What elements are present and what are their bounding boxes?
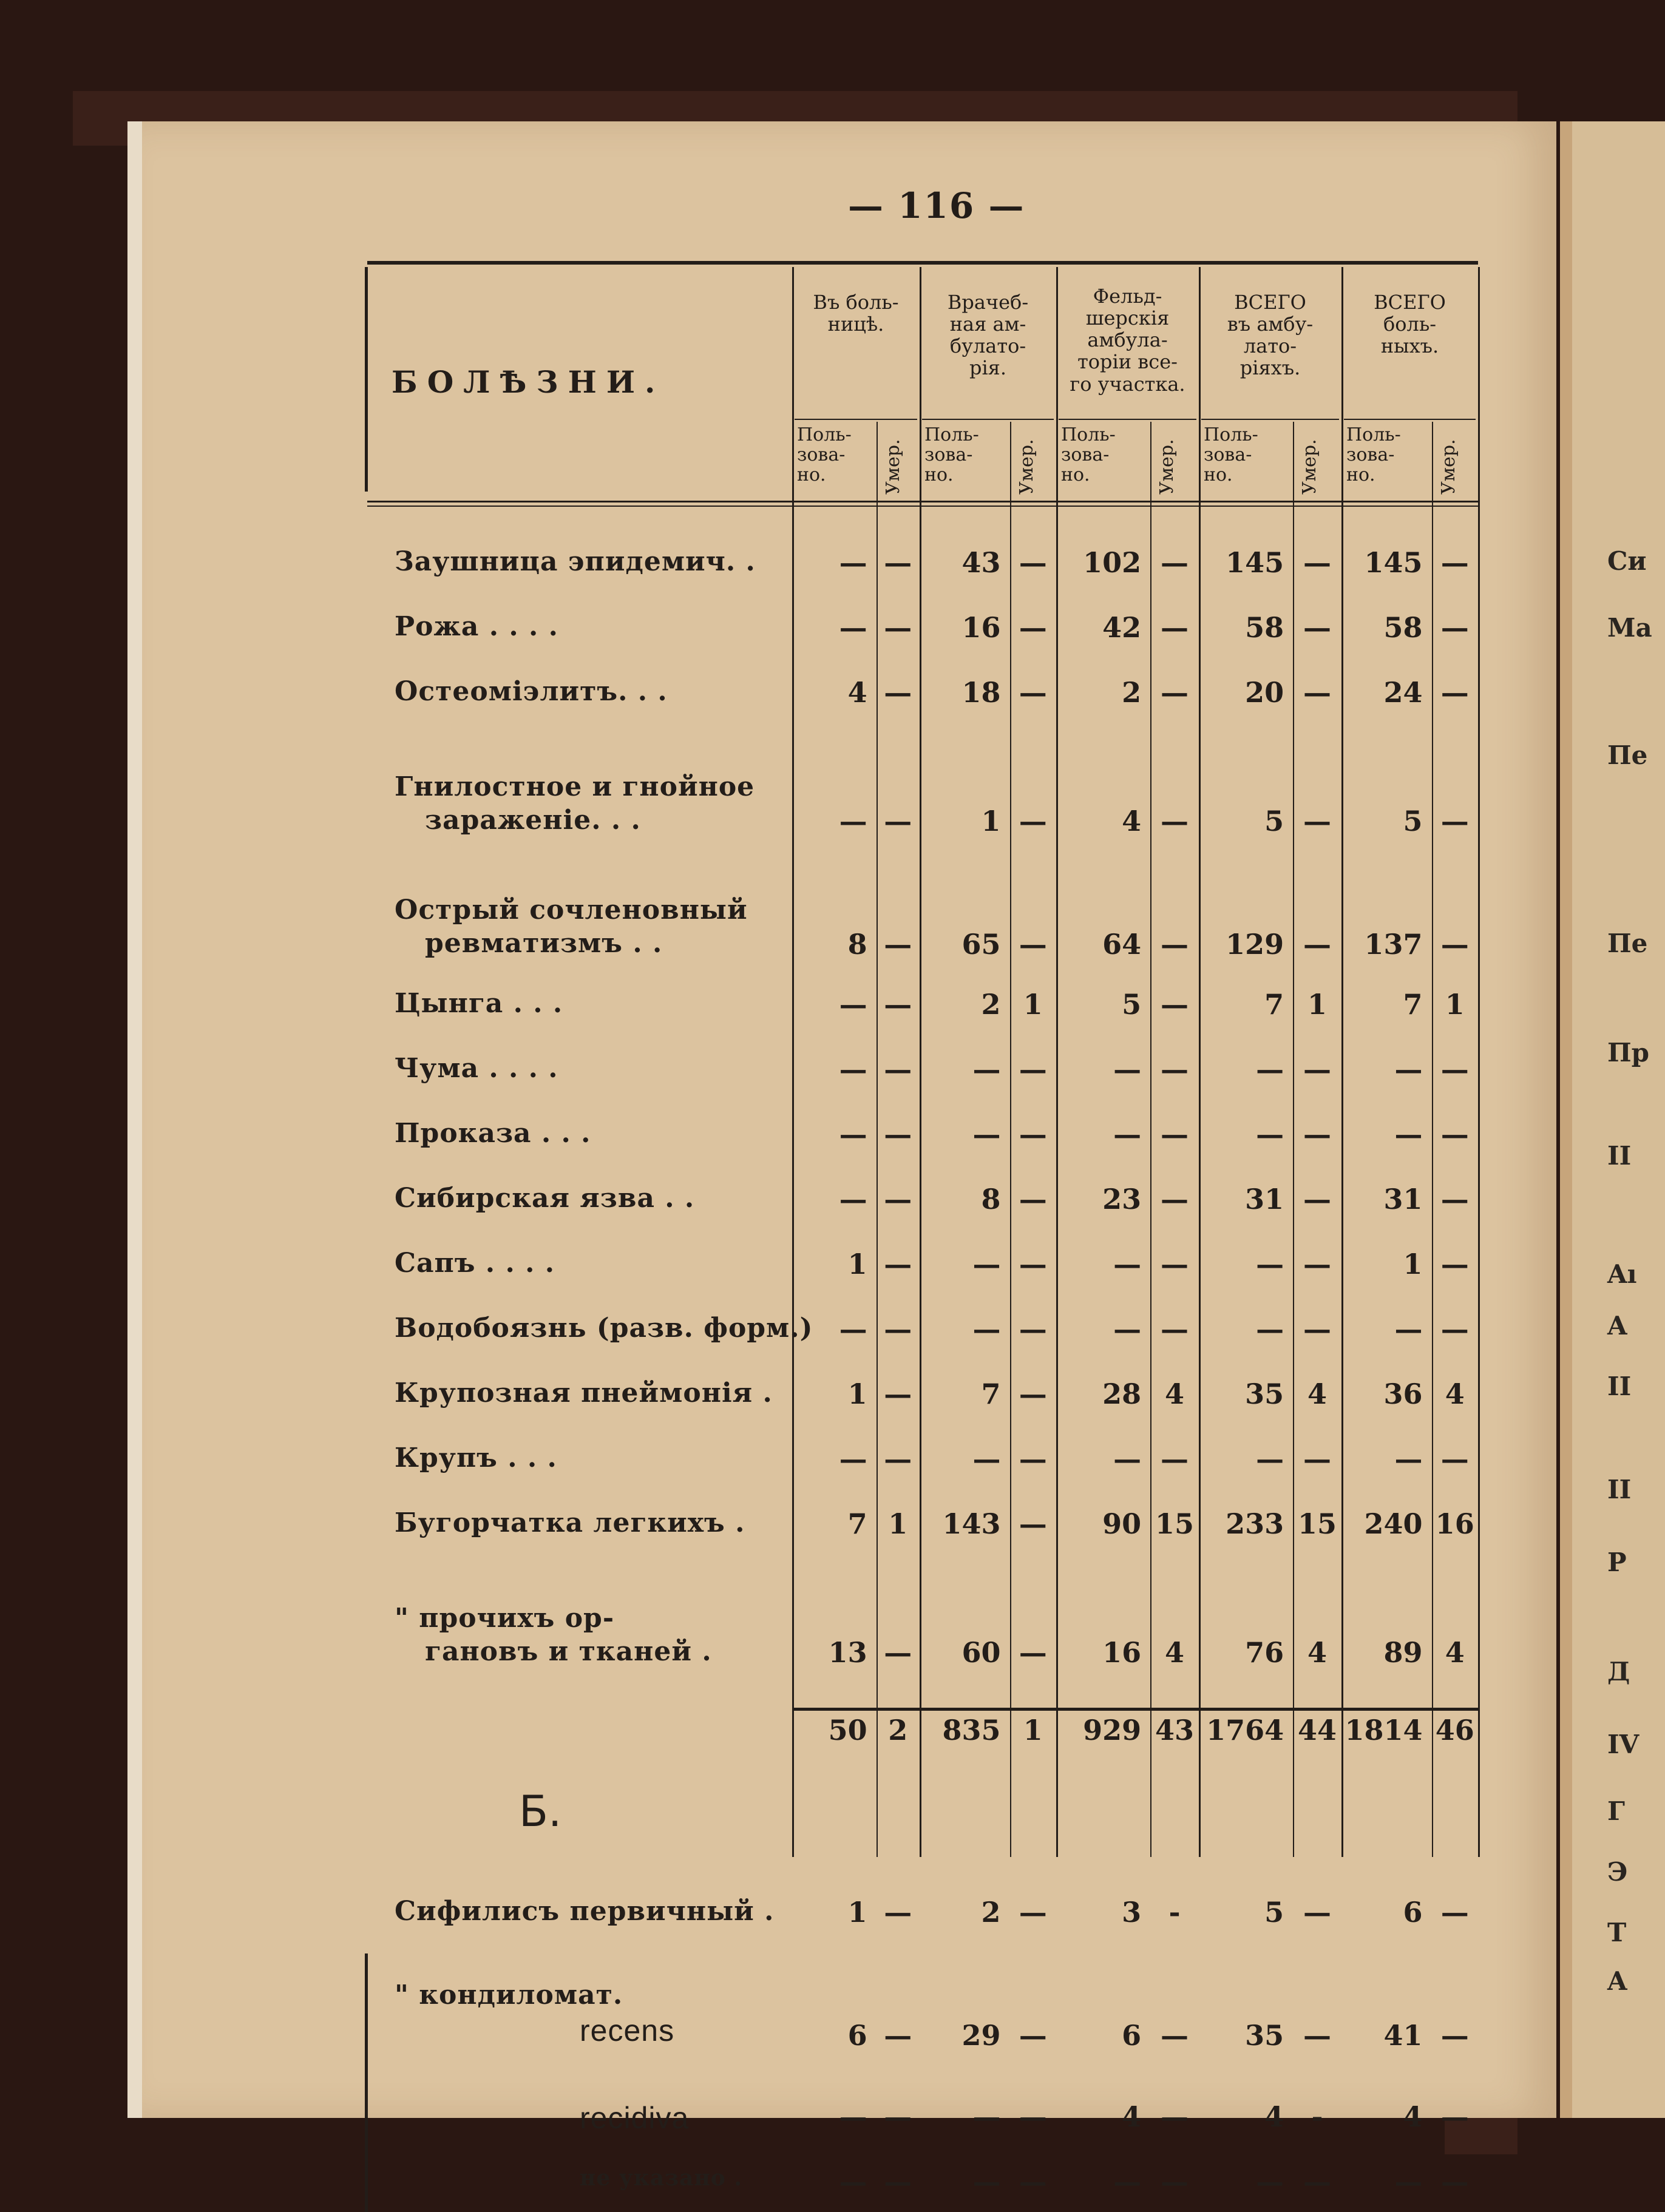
cell-died: — [1303, 1247, 1332, 1280]
cell-died: — [1303, 1117, 1332, 1151]
row-label: Проказа . . . [395, 1117, 591, 1149]
cell-used: 42 [1102, 611, 1142, 644]
cell-died: 15 [1155, 1507, 1195, 1540]
cell-used: 7 [847, 1507, 867, 1540]
cell-used: 65 [961, 928, 1001, 961]
cell-died: 16 [1435, 1507, 1474, 1540]
cell-used: 4 [1264, 2100, 1284, 2133]
cell-used: — [972, 1312, 1001, 1345]
section-b-heading: Б. [519, 1786, 562, 1836]
cell-died: — [1440, 2100, 1469, 2133]
cell-died: 44 [1298, 1713, 1337, 1747]
cell-used: — [1394, 1052, 1423, 1086]
row-label: Остеоміэлитъ. . . [395, 676, 668, 707]
facing-page-text: Си [1607, 546, 1647, 576]
cell-died: — [884, 611, 912, 644]
row-label: Водобоязнь (разв. форм.) [395, 1312, 813, 1344]
cell-used: 5 [1122, 987, 1142, 1021]
cell-died: — [1303, 611, 1332, 644]
cell-used: — [839, 546, 867, 579]
cell-died: 4 [1165, 1635, 1185, 1669]
cell-died: — [884, 676, 912, 709]
cell-used: 6 [1403, 1895, 1423, 1929]
cell-died: — [1303, 1052, 1332, 1086]
group-header-5: ВСЕГО боль- ныхъ. [1374, 291, 1446, 358]
cell-died: — [884, 1635, 912, 1669]
subcol-divider [1293, 422, 1294, 1857]
cell-used: 35 [1245, 2019, 1284, 2052]
cell-used: — [1394, 1442, 1423, 1475]
cell-used: — [839, 2100, 867, 2133]
cell-died: — [1440, 928, 1469, 961]
cell-died: — [884, 2165, 912, 2198]
subheader-used: Поль- зова- но. [1204, 424, 1258, 485]
rule-header-bottom-2 [367, 506, 1478, 507]
cell-used: — [1113, 1247, 1142, 1280]
cell-died: 4 [1307, 1635, 1328, 1669]
facing-page-text: A [1607, 1966, 1627, 1996]
row-label: Цынга . . . [395, 987, 563, 1019]
cell-died: — [1019, 2019, 1047, 2052]
cell-died: — [1440, 676, 1469, 709]
cell-used: — [839, 1442, 867, 1475]
facing-page-text: Пе [1607, 928, 1648, 958]
cell-died: 4 [1445, 1635, 1465, 1669]
cell-used: 4 [1122, 805, 1142, 837]
cell-used: 58 [1383, 611, 1423, 644]
subheader-died: Умер. [1437, 439, 1459, 495]
cell-died: 4 [1165, 1377, 1185, 1410]
cell-used: 5 [1264, 1895, 1284, 1929]
cell-used: 4 [1403, 2100, 1423, 2133]
facing-page-text: II [1607, 1475, 1632, 1504]
group-header-1: Въ боль- ницѣ. [813, 291, 899, 336]
cell-died: — [884, 1377, 912, 1410]
cell-used: 58 [1245, 611, 1284, 644]
cell-died: — [1019, 1052, 1047, 1086]
cell-used: 1764 [1206, 1713, 1284, 1747]
cell-died: — [1019, 1895, 1047, 1929]
table-left-border-b [365, 1953, 368, 2212]
subheader-rule [922, 419, 1054, 420]
row-label: Сибирская язва . . [395, 1182, 695, 1214]
subheader-used: Поль- зова- но. [924, 424, 979, 485]
cell-used: 90 [1102, 1507, 1142, 1540]
subheader-died: Умер. [1299, 439, 1321, 495]
cell-used: — [1256, 1312, 1284, 1345]
cell-used: — [1113, 2165, 1142, 2198]
cell-died: — [1161, 805, 1189, 837]
cell-used: 20 [1245, 676, 1284, 709]
subheader-died: Умер. [1156, 439, 1178, 495]
cell-died: — [884, 987, 912, 1021]
cell-used: 1 [847, 1247, 867, 1280]
cell-died: — [1019, 611, 1047, 644]
rule-totals [792, 1708, 1478, 1711]
cell-died: 4 [1445, 1377, 1465, 1410]
cell-died: 1 [1307, 987, 1328, 1021]
row-label: Крупъ . . . [395, 1442, 557, 1473]
cell-used: 2 [981, 987, 1001, 1021]
cell-died: — [1019, 1312, 1047, 1345]
cell-used: — [972, 1117, 1001, 1151]
cell-died: — [1440, 1312, 1469, 1345]
cell-died: — [1303, 546, 1332, 579]
cell-used: 43 [961, 546, 1001, 579]
row-label: " кондиломат. [395, 1980, 623, 2011]
cell-died: — [1303, 2165, 1332, 2198]
cell-used: — [972, 1442, 1001, 1475]
facing-page-text: II [1607, 1141, 1632, 1171]
cell-used: — [1256, 2165, 1284, 2198]
header-diseases: БОЛѢЗНИ. [392, 364, 665, 400]
cell-used: 18 [961, 676, 1001, 709]
cell-died: — [1303, 1442, 1332, 1475]
subheader-used: Поль- зова- но. [1346, 424, 1401, 485]
cell-used: — [1113, 1312, 1142, 1345]
cell-died: — [884, 546, 912, 579]
cell-died: — [1161, 2165, 1189, 2198]
cell-used: — [839, 1117, 867, 1151]
cell-died: — [884, 1182, 912, 1216]
cell-used: — [972, 2100, 1001, 2133]
cell-died: — [1161, 1117, 1189, 1151]
cell-used: 5 [1264, 805, 1284, 837]
cell-used: 6 [1122, 2019, 1142, 2052]
row-label: Крупозная пнеймонія . [395, 1377, 773, 1409]
subheader-rule [795, 419, 917, 420]
cell-died: — [1019, 546, 1047, 579]
row-label: recidiva [580, 2100, 690, 2135]
cell-died: — [1161, 1052, 1189, 1086]
subcol-divider [877, 422, 878, 1857]
cell-died: — [1440, 2165, 1469, 2198]
cell-died: — [1161, 928, 1189, 961]
cell-used: — [839, 1052, 867, 1086]
row-label: Бугорчатка легкихъ . [395, 1507, 745, 1538]
cell-died: — [884, 2100, 912, 2133]
cell-died: 1 [1023, 1713, 1043, 1747]
rule-top [367, 261, 1478, 265]
subheader-used: Поль- зова- но. [797, 424, 852, 485]
subheader-rule [1059, 419, 1196, 420]
cell-died: — [1303, 1312, 1332, 1345]
cell-used: 76 [1245, 1635, 1284, 1669]
cell-died: — [1440, 805, 1469, 837]
cell-used: — [1256, 1247, 1284, 1280]
row-label: Гнилостное и гнойное [395, 771, 755, 802]
cell-died: — [1440, 1052, 1469, 1086]
cell-used: — [839, 2165, 867, 2198]
cell-used: — [1394, 1117, 1423, 1151]
cell-used: 102 [1083, 546, 1142, 579]
cell-died: — [1161, 987, 1189, 1021]
cell-used: — [839, 611, 867, 644]
cell-died: 46 [1435, 1713, 1474, 1747]
cell-used: 89 [1383, 1635, 1423, 1669]
row-label: Острый сочленовный [395, 895, 748, 926]
cell-used: 64 [1102, 928, 1142, 961]
cell-used: 36 [1383, 1377, 1423, 1410]
row-label: Сапъ . . . . [395, 1247, 555, 1279]
cell-used: 13 [828, 1635, 867, 1669]
cell-used: 4 [1122, 2100, 1142, 2133]
cell-used: — [1113, 1052, 1142, 1086]
cell-used: — [972, 2165, 1001, 2198]
cell-used: 8 [981, 1182, 1001, 1216]
row-label-cont: ревматизмъ . . [425, 928, 663, 959]
cell-used: 1 [847, 1377, 867, 1410]
subheader-rule [1201, 419, 1339, 420]
cell-used: 1 [981, 805, 1001, 837]
facing-page-text: Пр [1607, 1038, 1650, 1067]
row-label: Заушница эпидемич. . [395, 546, 756, 577]
subheader-used: Поль- зова- но. [1061, 424, 1116, 485]
cell-used: 3 [1122, 1895, 1142, 1929]
cell-died: — [1019, 1182, 1047, 1216]
cell-died: — [884, 1117, 912, 1151]
cell-died: — [1303, 805, 1332, 837]
cell-died: — [1440, 1442, 1469, 1475]
subheader-died: Умер. [882, 439, 904, 495]
page-number: — 116 — [848, 185, 1025, 226]
cell-used: 5 [1403, 805, 1423, 837]
cell-used: 50 [828, 1713, 867, 1747]
cell-died: — [1019, 1442, 1047, 1475]
cell-used: — [1113, 1117, 1142, 1151]
row-label: Сифилисъ первичный . [395, 1895, 775, 1927]
cell-died: — [884, 805, 912, 837]
row-label-cont: гановъ и тканей . [425, 1635, 712, 1667]
subcol-divider [1150, 422, 1151, 1857]
cell-used: 8 [847, 928, 867, 961]
cell-died: — [1440, 546, 1469, 579]
cell-died: — [1303, 1895, 1332, 1929]
cell-used: 24 [1383, 676, 1423, 709]
cell-died: — [1161, 1312, 1189, 1345]
cell-died: — [884, 1247, 912, 1280]
cell-died: — [884, 1312, 912, 1345]
cell-died: — [884, 1052, 912, 1086]
cell-died: — [1161, 2100, 1189, 2133]
cell-died: — [1019, 1635, 1047, 1669]
cell-used: 2 [981, 1895, 1001, 1929]
cell-used: 145 [1226, 546, 1284, 579]
cell-used: — [839, 1312, 867, 1345]
col-divider-right [1478, 267, 1480, 1857]
cell-died: 1 [888, 1507, 908, 1540]
row-label: " прочихъ ор- [395, 1602, 615, 1634]
cell-died: — [1161, 1182, 1189, 1216]
cell-used: — [839, 1182, 867, 1216]
row-label: Рожа . . . . [395, 611, 558, 642]
facing-page-text: T [1607, 1918, 1627, 1947]
cell-used: — [839, 805, 867, 837]
group-header-2: Врачеб- ная ам- булато- рія. [947, 291, 1029, 380]
facing-page-text: Пе [1607, 740, 1648, 770]
cell-used: 835 [942, 1713, 1001, 1747]
subcol-divider [1010, 422, 1011, 1857]
cell-died: — [1440, 1895, 1469, 1929]
cell-used: 143 [942, 1507, 1001, 1540]
group-header-3: Фельд- шерскія амбула- торіи все- го участка. [1070, 285, 1185, 396]
cell-died: — [884, 1895, 912, 1929]
subheader-rule [1344, 419, 1476, 420]
cell-used: 41 [1383, 2019, 1423, 2052]
cell-used: 1814 [1345, 1713, 1423, 1747]
cell-died: — [1440, 2019, 1469, 2052]
cell-used: 60 [961, 1635, 1001, 1669]
row-label: Чума . . . . [395, 1052, 558, 1084]
cell-used: 7 [1264, 987, 1284, 1021]
facing-page-text: II [1607, 1372, 1632, 1401]
facing-page-text: IV [1607, 1730, 1640, 1759]
facing-page-text: Д [1607, 1657, 1630, 1686]
facing-page-text: Э [1607, 1857, 1628, 1887]
cell-used: 137 [1364, 928, 1423, 961]
cell-died: — [1019, 2100, 1047, 2133]
cell-died: — [1161, 676, 1189, 709]
subheader-died: Умер. [1016, 439, 1037, 495]
cell-died: 1 [1445, 987, 1465, 1021]
cell-died: — [1019, 1507, 1047, 1540]
cell-died: — [1303, 928, 1332, 961]
cell-used: — [972, 1247, 1001, 1280]
cell-used: 6 [847, 2019, 867, 2052]
row-label-cont: зараженіе. . . [425, 805, 641, 836]
cell-used: 16 [1102, 1635, 1142, 1669]
cell-used: — [839, 987, 867, 1021]
cell-died: — [1440, 1247, 1469, 1280]
cell-used: 929 [1083, 1713, 1142, 1747]
facing-page-text: Г [1607, 1796, 1625, 1826]
cell-used: 129 [1226, 928, 1284, 961]
row-label: не указано . [580, 2165, 742, 2191]
cell-used: 31 [1383, 1182, 1423, 1216]
right-page-edge [1560, 121, 1665, 2118]
cell-died: — [1303, 1182, 1332, 1216]
cell-died: - [1168, 1895, 1181, 1929]
facing-page-text: Aı [1607, 1259, 1637, 1289]
cell-died: 2 [888, 1713, 908, 1747]
cell-died: — [1019, 805, 1047, 837]
row-label-cont: recens [580, 2014, 675, 2048]
cell-died: — [1019, 2165, 1047, 2198]
group-header-4: ВСЕГО въ амбу- лато- ріяхъ. [1227, 291, 1314, 380]
cell-used: 23 [1102, 1182, 1142, 1216]
cell-died: 4 [1307, 1377, 1328, 1410]
cell-died: — [1161, 1247, 1189, 1280]
cell-used: — [1256, 1117, 1284, 1151]
cell-died: — [1440, 1182, 1469, 1216]
cell-used: 233 [1226, 1507, 1284, 1540]
cell-used: 16 [961, 611, 1001, 644]
facing-page-text: A [1607, 1311, 1627, 1341]
cell-died: — [1161, 546, 1189, 579]
cell-died: — [1161, 1442, 1189, 1475]
cell-used: 35 [1245, 1377, 1284, 1410]
cell-used: — [1394, 1312, 1423, 1345]
cell-died: — [1019, 928, 1047, 961]
subcol-divider [1432, 422, 1433, 1857]
facing-page-text: P [1607, 1547, 1627, 1577]
cell-died: — [1440, 1117, 1469, 1151]
cell-died: — [1019, 676, 1047, 709]
cell-died: — [884, 2019, 912, 2052]
cell-died: — [1019, 1377, 1047, 1410]
cell-used: 7 [1403, 987, 1423, 1021]
cell-used: 2 [1122, 676, 1142, 709]
cell-used: 1 [847, 1895, 867, 1929]
disease-table [367, 261, 1481, 2198]
cell-used: 240 [1364, 1507, 1423, 1540]
facing-page-text: Ma [1607, 613, 1652, 643]
cell-died: — [1440, 611, 1469, 644]
cell-died: — [1019, 1247, 1047, 1280]
table-left-border [365, 267, 368, 492]
cell-died: — [1161, 611, 1189, 644]
cell-died: 43 [1155, 1713, 1195, 1747]
cell-used: 29 [961, 2019, 1001, 2052]
cell-used: 4 [847, 676, 867, 709]
cell-used: 145 [1364, 546, 1423, 579]
cell-used: — [972, 1052, 1001, 1086]
cell-died: - [1311, 2100, 1323, 2133]
cell-used: — [1256, 1052, 1284, 1086]
cell-died: 1 [1023, 987, 1043, 1021]
rule-header-bottom [367, 501, 1478, 502]
cell-used: — [1113, 1442, 1142, 1475]
cell-used: — [1394, 2165, 1423, 2198]
cell-died: — [1161, 2019, 1189, 2052]
cell-used: 1 [1403, 1247, 1423, 1280]
cell-used: 28 [1102, 1377, 1142, 1410]
cell-died: — [1303, 2019, 1332, 2052]
cell-used: 31 [1245, 1182, 1284, 1216]
cell-died: — [1303, 676, 1332, 709]
cell-died: — [884, 928, 912, 961]
cell-died: — [884, 1442, 912, 1475]
cell-used: 7 [981, 1377, 1001, 1410]
cell-died: — [1019, 1117, 1047, 1151]
cell-used: — [1256, 1442, 1284, 1475]
cell-died: 15 [1298, 1507, 1337, 1540]
